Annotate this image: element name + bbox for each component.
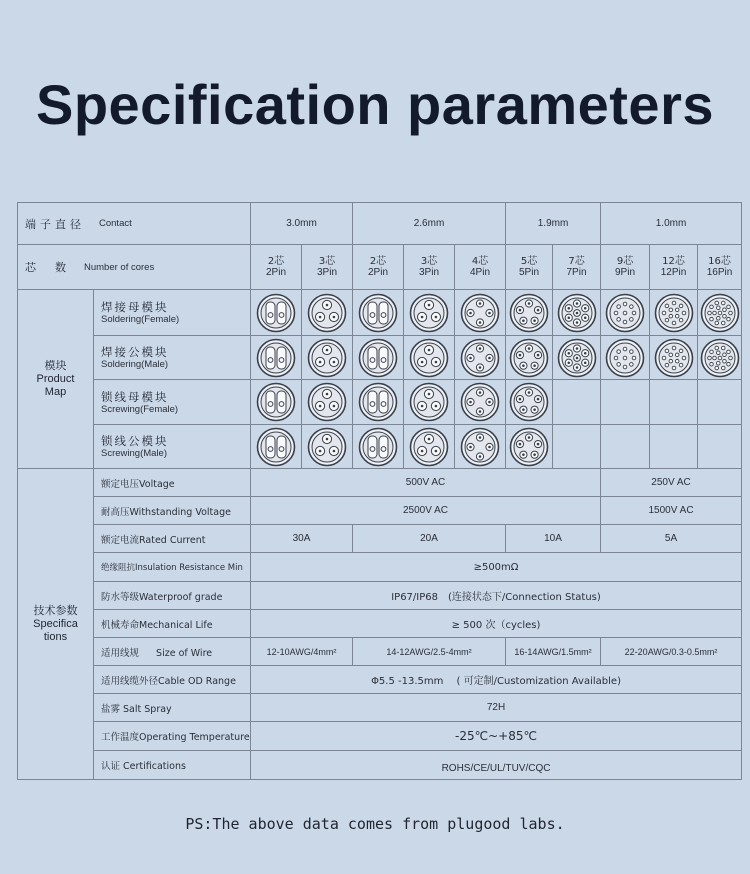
module-cell-empty — [650, 425, 698, 469]
tech-section-en: Specifica — [33, 618, 78, 630]
cores-label-cell — [18, 245, 251, 290]
module-cell — [455, 425, 506, 469]
cert-value: ROHS/CE/UL/TUV/CQC — [251, 751, 742, 780]
module-cell — [506, 290, 553, 336]
connector-module-icon — [307, 427, 347, 467]
module-label-cell — [94, 425, 251, 469]
core-en: 7Pin — [566, 267, 587, 278]
module-cell — [251, 380, 302, 425]
module-cell — [404, 425, 455, 469]
withstanding-value: 2500V AC — [251, 497, 601, 525]
connector-module-icon — [509, 382, 549, 422]
core-cell — [455, 245, 506, 290]
module-cell — [553, 290, 601, 336]
contact-label-cn: 端子直径 — [25, 217, 85, 231]
module-label-cn: 焊接公模块 — [101, 345, 169, 359]
module-cell — [251, 290, 302, 336]
contact-group-cell: 1.0mm — [601, 203, 742, 245]
current-label: 额定电流Rated Current — [94, 525, 251, 553]
tech-row — [18, 638, 742, 666]
module-label-en: Soldering(Male) — [101, 359, 169, 370]
tech-row — [18, 722, 742, 751]
mechanical-label: 机械寿命Mechanical Life — [94, 610, 251, 638]
module-row — [18, 425, 742, 469]
connector-module-icon — [256, 293, 296, 333]
current-value: 5A — [601, 525, 742, 553]
core-cell — [506, 245, 553, 290]
module-cell-empty — [553, 425, 601, 469]
connector-module-icon — [654, 338, 694, 378]
tech-row — [18, 610, 742, 638]
module-label-cn: 锁线母模块 — [101, 389, 169, 404]
contact-label-cell — [18, 203, 251, 245]
core-cn: 3芯 — [318, 256, 336, 267]
module-label-cell — [94, 290, 251, 336]
footer-note: PS:The above data comes from plugood labs. — [185, 815, 565, 833]
tech-row — [18, 553, 742, 582]
connector-module-icon — [307, 338, 347, 378]
connector-module-icon — [605, 338, 645, 378]
module-cell — [302, 290, 353, 336]
connector-module-icon — [358, 338, 398, 378]
current-value: 10A — [506, 525, 601, 553]
temp-label: 工作温度Operating Temperature — [94, 722, 251, 751]
contact-label-en: Contact — [99, 218, 132, 229]
core-cn: 16芯 — [708, 256, 731, 267]
connector-module-icon — [605, 293, 645, 333]
module-cell-empty — [698, 380, 742, 425]
module-cell — [698, 290, 742, 336]
cores-label-cn: 芯 数 — [25, 261, 70, 274]
core-en: 9Pin — [615, 267, 636, 278]
wire-label-en: Size of Wire — [156, 647, 213, 659]
contact-group-cell: 2.6mm — [353, 203, 506, 245]
core-cn: 2芯 — [267, 256, 285, 267]
core-cell — [650, 245, 698, 290]
module-cell — [353, 425, 404, 469]
tech-row — [18, 497, 742, 525]
connector-module-icon — [256, 382, 296, 422]
contact-group-cell: 3.0mm — [251, 203, 353, 245]
contact-group-cell: 1.9mm — [506, 203, 601, 245]
connector-module-icon — [460, 427, 500, 467]
core-cell — [601, 245, 650, 290]
voltage-label: 额定电压Voltage — [94, 469, 251, 497]
core-cn: 12芯 — [662, 256, 685, 267]
connector-module-icon — [509, 427, 549, 467]
module-section-en: Product — [36, 373, 75, 385]
module-cell — [553, 336, 601, 380]
connector-module-icon — [256, 427, 296, 467]
spec-table — [17, 202, 742, 780]
module-section-en: Map — [44, 386, 67, 398]
wire-value: 16-14AWG/1.5mm² — [506, 638, 601, 666]
connector-module-icon — [409, 338, 449, 378]
core-cell — [404, 245, 455, 290]
current-value: 20A — [353, 525, 506, 553]
module-cell — [650, 290, 698, 336]
core-en: 3Pin — [418, 267, 439, 278]
core-en: 5Pin — [519, 267, 540, 278]
voltage-value: 500V AC — [251, 469, 601, 497]
contact-row — [18, 203, 742, 245]
module-section-label — [18, 290, 94, 469]
core-cn: 4芯 — [471, 256, 489, 267]
connector-module-icon — [557, 338, 597, 378]
module-cell-empty — [553, 380, 601, 425]
connector-module-icon — [358, 427, 398, 467]
connector-module-icon — [409, 427, 449, 467]
module-cell — [698, 336, 742, 380]
wire-label-cn: 适用线规 — [101, 647, 140, 659]
core-cell — [302, 245, 353, 290]
tech-row — [18, 469, 742, 497]
withstanding-value: 1500V AC — [601, 497, 742, 525]
voltage-value: 250V AC — [601, 469, 742, 497]
waterproof-label: 防水等级Waterproof grade — [94, 582, 251, 610]
insulation-label: 绝缘阻抗Insulation Resistance Min — [94, 553, 251, 582]
module-cell — [302, 425, 353, 469]
cores-row — [18, 245, 742, 290]
cert-label: 认证 Certifications — [94, 751, 251, 780]
connector-module-icon — [460, 338, 500, 378]
connector-module-icon — [307, 382, 347, 422]
connector-module-icon — [358, 382, 398, 422]
tech-row — [18, 525, 742, 553]
tech-section-cn: 技术参数 — [33, 604, 78, 617]
module-cell — [353, 336, 404, 380]
salt-label: 盐雾 Salt Spray — [94, 694, 251, 722]
module-label-en: Screwing(Male) — [101, 448, 167, 459]
tech-row — [18, 582, 742, 610]
module-label-cell — [94, 336, 251, 380]
module-cell — [404, 336, 455, 380]
cable-od-label: 适用线缆外径Cable OD Range — [94, 666, 251, 694]
module-cell — [455, 290, 506, 336]
module-cell — [353, 290, 404, 336]
core-cn: 3芯 — [420, 256, 438, 267]
module-row — [18, 336, 742, 380]
temp-value: -25℃~+85℃ — [251, 722, 742, 751]
wire-value: 14-12AWG/2.5-4mm² — [353, 638, 506, 666]
module-cell — [302, 380, 353, 425]
waterproof-value: IP67/IP68 (连接状态下/Connection Status) — [251, 582, 742, 610]
core-cn: 2芯 — [369, 256, 387, 267]
core-en: 4Pin — [470, 267, 491, 278]
wire-label — [94, 638, 251, 666]
module-cell — [251, 425, 302, 469]
module-cell — [251, 336, 302, 380]
connector-module-icon — [409, 382, 449, 422]
module-label-cn: 锁线公模块 — [101, 434, 169, 448]
core-cell — [553, 245, 601, 290]
tech-section-en: tions — [43, 631, 68, 643]
module-cell — [601, 290, 650, 336]
tech-row — [18, 666, 742, 694]
connector-module-icon — [256, 338, 296, 378]
module-cell — [404, 380, 455, 425]
core-cn: 7芯 — [568, 256, 585, 267]
module-cell-empty — [650, 380, 698, 425]
wire-value: 22-20AWG/0.3-0.5mm² — [601, 638, 742, 666]
core-en: 2Pin — [367, 267, 388, 278]
withstanding-label: 耐高压Withstanding Voltage — [94, 497, 251, 525]
connector-module-icon — [700, 293, 740, 333]
mechanical-value: ≥ 500 次（cycles) — [251, 610, 742, 638]
module-row — [18, 380, 742, 425]
module-cell — [302, 336, 353, 380]
core-en: 16Pin — [706, 267, 733, 278]
connector-module-icon — [358, 293, 398, 333]
connector-module-icon — [700, 338, 740, 378]
module-cell — [455, 380, 506, 425]
module-cell — [506, 380, 553, 425]
core-en: 12Pin — [660, 267, 687, 278]
module-label-cell — [94, 380, 251, 425]
salt-value: 72H — [251, 694, 742, 722]
module-cell — [601, 336, 650, 380]
core-cell — [251, 245, 302, 290]
core-cn: 9芯 — [616, 256, 634, 267]
connector-module-icon — [509, 338, 549, 378]
connector-module-icon — [307, 293, 347, 333]
cable-od-value: Φ5.5 -13.5mm ( 可定制/Customization Available) — [251, 666, 742, 694]
module-cell-empty — [601, 425, 650, 469]
wire-value: 12-10AWG/4mm² — [251, 638, 353, 666]
module-label-en: Soldering(Female) — [101, 314, 180, 325]
module-cell — [506, 425, 553, 469]
core-cell — [698, 245, 742, 290]
core-cn: 5芯 — [520, 256, 538, 267]
core-en: 2Pin — [265, 267, 286, 278]
connector-module-icon — [509, 293, 549, 333]
connector-module-icon — [557, 293, 597, 333]
current-value: 30A — [251, 525, 353, 553]
module-label-cn: 焊接母模块 — [101, 300, 169, 314]
module-cell — [506, 336, 553, 380]
module-cell — [650, 336, 698, 380]
module-label-en: Screwing(Female) — [101, 403, 179, 415]
module-row — [18, 290, 742, 336]
page-title: Specification parameters — [35, 73, 715, 136]
module-cell — [404, 290, 455, 336]
module-cell-empty — [601, 380, 650, 425]
connector-module-icon — [409, 293, 449, 333]
connector-module-icon — [654, 293, 694, 333]
insulation-value: ≥500mΩ — [251, 553, 742, 582]
core-en: 3Pin — [316, 267, 337, 278]
tech-row — [18, 694, 742, 722]
module-cell-empty — [698, 425, 742, 469]
connector-module-icon — [460, 382, 500, 422]
tech-row — [18, 751, 742, 780]
connector-module-icon — [460, 293, 500, 333]
core-cell — [353, 245, 404, 290]
tech-section-label — [18, 469, 94, 780]
cores-label-en: Number of cores — [84, 261, 155, 273]
module-cell — [353, 380, 404, 425]
module-section-cn: 模块 — [44, 359, 67, 372]
module-cell — [455, 336, 506, 380]
